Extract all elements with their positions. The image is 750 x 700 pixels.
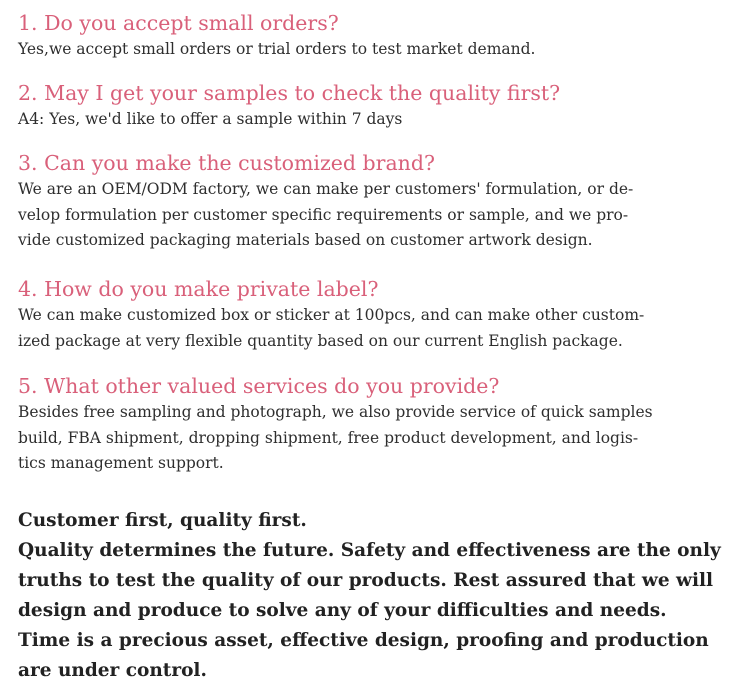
faq-answer-line: We are an OEM/ODM factory, we can make per customers' formulation, or de-: [18, 180, 634, 198]
faq-answer-3: [18, 177, 738, 254]
faq-item-5: [18, 373, 738, 477]
faq-answer-line: vide customized packaging materials based on customer artwork design.: [18, 231, 593, 249]
closing-statement: [18, 506, 738, 686]
closing-line: Customer first, quality first.: [18, 510, 307, 531]
closing-line: Time is a precious asset, effective design, proofing and production: [18, 630, 709, 651]
faq-answer-line: Yes,we accept small orders or trial orders to test market demand.: [18, 40, 536, 58]
faq-item-4: [18, 276, 738, 354]
faq-answer-line: tics management support.: [18, 454, 224, 472]
faq-answer-line: build, FBA shipment, dropping shipment, free product development, and logis-: [18, 428, 639, 447]
faq-item-1: [18, 10, 738, 63]
faq-question-4: 4. How do you make private label?: [18, 277, 379, 301]
faq-answer-line: A4: Yes, we'd like to offer a sample within 7 days: [18, 110, 403, 128]
faq-answer-5: [18, 400, 738, 477]
closing-line: design and produce to solve any of your difficulties and needs.: [18, 600, 667, 621]
closing-line: are under control.: [18, 660, 207, 681]
faq-answer-line: We can make customized box or sticker at 100pcs, and can make other custom-: [18, 306, 645, 324]
closing-line: truths to test the quality of our products. Rest assured that we will: [18, 570, 714, 591]
faq-question-5: 5. What other valued services do you provide?: [18, 374, 500, 398]
faq-answer-line: Besides free sampling and photograph, we also provide service of quick samples: [18, 403, 653, 421]
faq-answer-line: ized package at very flexible quantity based on our current English package.: [18, 331, 623, 350]
closing-line: Quality determines the future. Safety and effectiveness are the only: [18, 540, 721, 561]
faq-answer-2: [18, 107, 738, 133]
faq-question-2: 2. May I get your samples to check the quality first?: [18, 81, 561, 105]
faq-question-1: 1. Do you accept small orders?: [18, 11, 339, 35]
faq-item-2: [18, 80, 738, 133]
faq-answer-line: velop formulation per customer specific requirements or sample, and we pro-: [18, 205, 629, 224]
faq-item-3: [18, 150, 738, 254]
faq-answer-1: [18, 37, 738, 63]
faq-question-3: 3. Can you make the customized brand?: [18, 151, 435, 175]
faq-answer-4: [18, 303, 738, 354]
